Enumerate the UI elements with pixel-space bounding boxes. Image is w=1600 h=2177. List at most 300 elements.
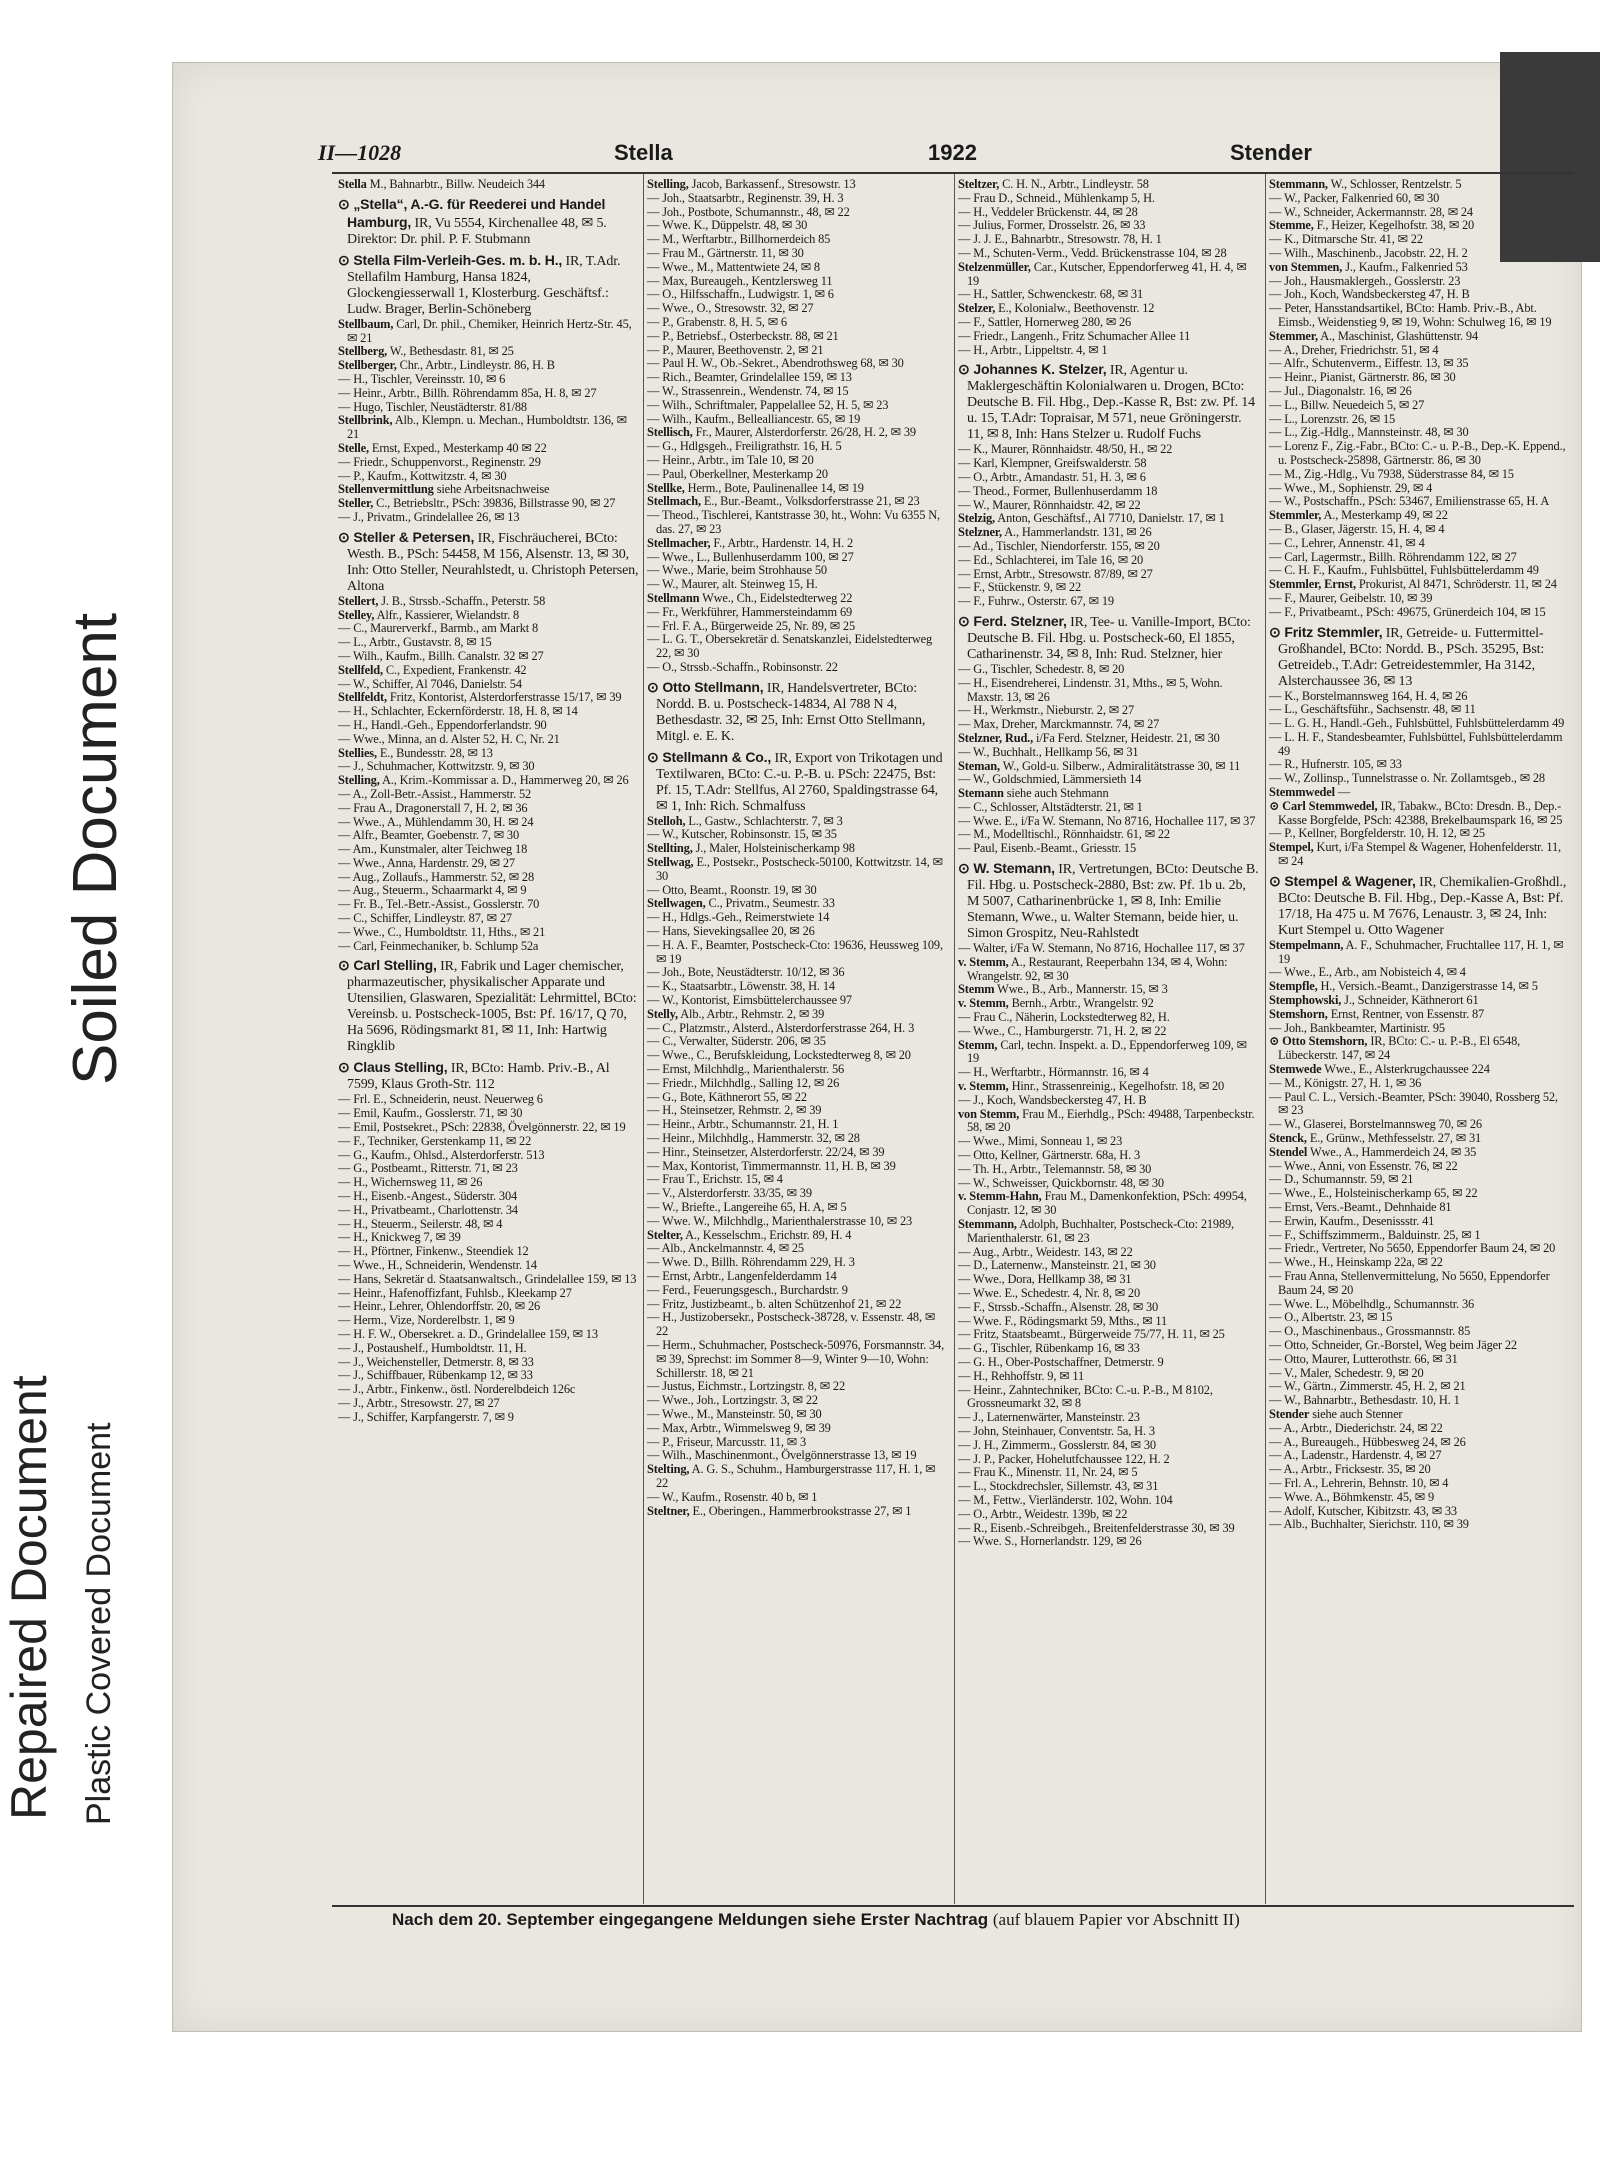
directory-entry xyxy=(1269,482,1571,496)
entry-text: — Friedr., Langenh., Fritz Schumacher Allee 11 xyxy=(958,328,1191,343)
entry-text: Wwe., A., Hammerdeich 24, ✉ 35 xyxy=(1309,1144,1477,1159)
entry-text: — H., Privatbeamt., Charlottenstr. 34 xyxy=(338,1202,518,1217)
entry-text: — Otto, Beamt., Roonstr. 19, ✉ 30 xyxy=(647,882,817,897)
entry-text: — Jul., Diagonalstr. 16, ✉ 26 xyxy=(1269,383,1412,398)
entry-text: Car., Kutscher, Eppendorferweg 41, H. 4, ✉ 19 xyxy=(967,259,1247,288)
directory-entry xyxy=(1269,994,1571,1008)
entry-text: IR, BCto: Hamb. Priv.-B., Al 7599, Klaus Groth-Str. 112 xyxy=(347,1061,610,1093)
directory-entry xyxy=(1269,1353,1571,1367)
entry-text: A., Krim.-Kommissar a. D., Hammerweg 20, ✉ 26 xyxy=(381,773,629,788)
entry-text: — P., Friseur, Marcusstr. 11, ✉ 3 xyxy=(647,1434,807,1449)
directory-entry xyxy=(647,413,949,427)
directory-entry xyxy=(647,454,949,468)
entry-name: v. Stemm, xyxy=(958,996,1009,1011)
directory-entry xyxy=(958,1301,1260,1315)
directory-entry xyxy=(958,1080,1260,1094)
entry-text: — W., Maurer, Rönnhaidstr. 42, ✉ 22 xyxy=(958,497,1141,512)
entry-text: — F., Techniker, Gerstenkamp 11, ✉ 22 xyxy=(338,1133,532,1148)
directory-entry xyxy=(1269,247,1571,261)
entry-text: — D., Laternenw., Mansteinstr. 21, ✉ 30 xyxy=(958,1258,1156,1273)
entry-text: — xyxy=(1337,785,1351,800)
entry-text: A., Maschinist, Glashüttenstr. 94 xyxy=(1320,328,1479,343)
entry-text: — W., Bahnarbtr., Bethesdastr. 10, H. 1 xyxy=(1269,1393,1460,1408)
entry-name: Stelling, xyxy=(647,178,689,191)
directory-entry xyxy=(958,613,1260,663)
entry-text: — J., Schuhmacher, Kottwitzstr. 9, ✉ 30 xyxy=(338,759,535,774)
entry-text: — Friedr., Milchhdlg., Salling 12, ✉ 26 xyxy=(647,1075,840,1090)
entry-text: Fr., Maurer, Alsterdorferstr. 26/28, H. 2, ✉ 39 xyxy=(695,425,916,440)
directory-entry xyxy=(647,1311,949,1339)
directory-entry xyxy=(647,1173,949,1187)
entry-text: — Theod., Tischlerei, Kantstrasse 30, ht., Wohn: Vu 6355 N, das. 27, ✉ 23 xyxy=(647,508,940,536)
entry-text: — W., Briefte., Langereihe 65, H. A, ✉ 5 xyxy=(647,1200,847,1214)
directory-entry xyxy=(1269,192,1571,206)
entry-name: ⊙ Carl Stemmwedel, xyxy=(1269,798,1378,813)
directory-entry xyxy=(647,925,949,939)
directory-entry xyxy=(1269,440,1571,468)
entry-name: ⊙ Stempel & Wagener, xyxy=(1269,872,1416,889)
entry-text: — K., Borstelmannsweg 164, H. 4, ✉ 26 xyxy=(1269,688,1468,703)
directory-entry xyxy=(338,497,640,511)
entry-text: — Max, Arbtr., Wimmelsweg 9, ✉ 39 xyxy=(647,1420,831,1435)
directory-entry xyxy=(647,842,949,856)
entry-text: — Frl. E., Schneiderin, neust. Neuerweg 6 xyxy=(338,1092,543,1107)
entry-text: — G., Kaufm., Ohlsd., Alsterdorferstr. 513 xyxy=(338,1147,545,1162)
directory-entry xyxy=(338,1411,640,1425)
entry-text: — Wilh., Kaufm., Billh. Canalstr. 32 ✉ 27 xyxy=(338,648,544,663)
directory-entry xyxy=(1269,717,1571,731)
entry-text: — J., Privatm., Grindelallee 26, ✉ 13 xyxy=(338,509,520,524)
entry-name: Stelloh, xyxy=(647,813,686,828)
entry-text: — Frl. F. A., Bürgerweide 25, Nr. 89, ✉ 25 xyxy=(647,618,855,633)
entry-text: IR, Tee- u. Vanille-Import, BCto: Deutsche B. Fil. Hbg. u. Postscheck-60, El 1855, Catharinenstr. 34, ✉ 8, Inh: Rud. Stelzner, hier xyxy=(967,614,1251,662)
directory-entry xyxy=(647,371,949,385)
header-rule xyxy=(332,172,1574,174)
entry-text: IR, T.Adr. Stellafilm Hamburg, Hansa 1824, Glockengiesserwall 1, Klosterburg. Geschäftsf.: Ludw. Brager, Berlin-Schöneberg xyxy=(347,253,621,317)
entry-text: — L., Stockdrechsler, Sillemstr. 43, ✉ 31 xyxy=(958,1479,1159,1494)
directory-entry xyxy=(958,178,1260,192)
entry-text: — Wwe. F., Rödingsmarkt 59, Mths., ✉ 11 xyxy=(958,1313,1168,1328)
entry-text: — Wwe., Mimi, Sonneau 1, ✉ 23 xyxy=(958,1134,1123,1149)
entry-text: — Alfr., Beamter, Goebenstr. 7, ✉ 30 xyxy=(338,828,520,843)
entry-text: — J., Schiffbauer, Rübenkamp 12, ✉ 33 xyxy=(338,1368,533,1383)
directory-entry xyxy=(958,815,1260,829)
directory-entry xyxy=(958,801,1260,815)
entry-text: C., Betriebsltr., PSch: 39836, Billstrasse 90, ✉ 27 xyxy=(376,496,616,511)
entry-text: — C., Verwalter, Süderstr. 206, ✉ 35 xyxy=(647,1034,826,1049)
entry-text: L., Gastw., Schlachterstr. 7, ✉ 3 xyxy=(688,813,843,828)
directory-entry xyxy=(647,482,949,496)
entry-text: — Wwe., E., Arb., am Nobisteich 4, ✉ 4 xyxy=(1269,965,1466,980)
entry-text: — Wwe. D., Billh. Röhrendamm 229, H. 3 xyxy=(647,1255,855,1270)
directory-entry xyxy=(338,1059,640,1093)
entry-text: — Alb., Buchhalter, Sierichstr. 110, ✉ 39 xyxy=(1269,1517,1469,1532)
entry-text: — F., Maurer, Geibelstr. 10, ✉ 39 xyxy=(1269,590,1433,605)
entry-text: — Wwe., Anna, Hardenstr. 29, ✉ 27 xyxy=(338,855,515,870)
directory-entry xyxy=(338,456,640,470)
directory-entry xyxy=(647,994,949,1008)
directory-entry xyxy=(338,636,640,650)
entry-text: — W., Maurer, alt. Steinweg 15, H. xyxy=(647,577,818,592)
entry-text: — F., Stückenstr. 9, ✉ 22 xyxy=(958,580,1082,595)
entry-text: — Joh., Bankbeamter, Martinistr. 95 xyxy=(1269,1020,1445,1035)
directory-entry xyxy=(338,1204,640,1218)
directory-entry xyxy=(958,1011,1260,1025)
directory-entry xyxy=(647,1339,949,1380)
entry-name: v. Stemm, xyxy=(958,1079,1009,1094)
entry-text: H., Versich.-Beamt., Danzigerstrasse 14, ✉ 5 xyxy=(1320,979,1538,994)
directory-entry xyxy=(338,857,640,871)
directory-entry xyxy=(338,470,640,484)
column-divider xyxy=(954,174,955,1904)
entry-name: Stemphowski, xyxy=(1269,993,1342,1008)
entry-text: J., Schneider, Käthnerort 61 xyxy=(1344,993,1479,1008)
entry-text: — H., Werftarbtr., Hörmannstr. 16, ✉ 4 xyxy=(958,1065,1149,1080)
directory-entry xyxy=(1269,1394,1571,1408)
entry-name: Stella xyxy=(338,178,367,191)
directory-entry xyxy=(647,357,949,371)
entry-text: — Joh., Staatsarbtr., Reginenstr. 39, H. 3 xyxy=(647,190,844,205)
entry-text: Jacob, Barkassenf., Stresowstr. 13 xyxy=(691,178,856,191)
entry-text: — K., Ditmarsche Str. 41, ✉ 22 xyxy=(1269,232,1423,247)
entry-text: — P., Grabenstr. 8, H. 5, ✉ 6 xyxy=(647,314,787,329)
entry-text: E., Grünw., Methfesselstr. 27, ✉ 31 xyxy=(1309,1131,1482,1146)
entry-text: — Friedr., Schuppenvorst., Reginenstr. 29 xyxy=(338,454,541,469)
directory-entry xyxy=(338,609,640,623)
entry-text: — W., Kontorist, Eimsbüttelerchaussee 97 xyxy=(647,993,852,1008)
entry-text: — J., Postaushelf., Humboldtstr. 11, H. xyxy=(338,1340,527,1355)
directory-entry xyxy=(958,288,1260,302)
directory-entry xyxy=(1269,1380,1571,1394)
entry-text: — H., Pförtner, Finkenw., Steendiek 12 xyxy=(338,1244,529,1259)
directory-entry xyxy=(1269,1270,1571,1298)
entry-text: — H. F. W., Obersekret. a. D., Grindelallee 159, ✉ 13 xyxy=(338,1327,598,1342)
directory-entry xyxy=(647,495,949,509)
entry-text: — Fritz, Staatsbeamt., Bürgerweide 75/77, H. 11, ✉ 25 xyxy=(958,1327,1225,1342)
directory-entry xyxy=(1269,1367,1571,1381)
entry-text: — A., Dreher, Friedrichstr. 51, ✉ 4 xyxy=(1269,342,1439,357)
entry-text: Alfr., Kassierer, Wielandstr. 8 xyxy=(376,607,520,622)
entry-name: Stelzner, xyxy=(958,525,1002,540)
directory-entry xyxy=(338,414,640,442)
header-year: 1922 xyxy=(928,140,977,165)
entry-text: Wwe., Ch., Eidelstedterweg 22 xyxy=(702,590,853,605)
directory-entry xyxy=(1269,1187,1571,1201)
entry-text: — Theod., Former, Bullenhuserdamm 18 xyxy=(958,483,1158,498)
directory-column-4 xyxy=(1269,178,1571,1902)
directory-entry xyxy=(958,219,1260,233)
directory-entry xyxy=(958,860,1260,942)
entry-text: — M., Modelltischl., Rönnhaidstr. 61, ✉ 22 xyxy=(958,827,1170,842)
directory-entry xyxy=(338,529,640,595)
entry-name: Stelley, xyxy=(338,607,375,622)
entry-text: — Wwe., M., Sophienstr. 29, ✉ 4 xyxy=(1269,480,1433,495)
entry-text: — Wwe., Anni, von Essenstr. 76, ✉ 22 xyxy=(1269,1158,1458,1173)
directory-entry xyxy=(1269,178,1571,192)
directory-entry xyxy=(338,483,640,497)
footer-note: (auf blauem Papier vor Abschnitt II) xyxy=(992,1910,1240,1929)
entry-name: Stemmler, xyxy=(1269,508,1322,523)
directory-entry xyxy=(958,842,1260,856)
directory-entry xyxy=(338,774,640,788)
entry-text: — O., Albertstr. 23, ✉ 15 xyxy=(1269,1310,1393,1325)
directory-entry xyxy=(338,387,640,401)
footer-rule xyxy=(332,1905,1574,1907)
directory-entry xyxy=(338,1107,640,1121)
entry-text: — Wwe., A., Mühlendamm 30, H. ✉ 24 xyxy=(338,814,534,829)
entry-name: Stelter, xyxy=(647,1227,683,1242)
directory-entry xyxy=(1269,1491,1571,1505)
entry-text: — Fritz, Justizbeamt., b. alten Schützenhof 21, ✉ 22 xyxy=(647,1296,902,1311)
entry-text: — Frl. A., Lehrerin, Behnstr. 10, ✉ 4 xyxy=(1269,1475,1449,1490)
entry-text: — J., Schiffer, Karpfangerstr. 7, ✉ 9 xyxy=(338,1409,514,1424)
footer-notice xyxy=(392,1910,1552,1930)
entry-text: Alb., Klempn. u. Mechan., Humboldtstr. 136, ✉ 21 xyxy=(347,413,627,442)
directory-entry xyxy=(647,897,949,911)
entry-name: Stemme, xyxy=(1269,218,1314,233)
entry-text: — Frau Anna, Stellenvermittelung, No 5650, Eppendorfer Baum 24, ✉ 20 xyxy=(1269,1268,1550,1297)
entry-text: — M., Königstr. 27, H. 1, ✉ 36 xyxy=(1269,1075,1422,1090)
directory-entry xyxy=(1269,206,1571,220)
directory-entry xyxy=(1269,578,1571,592)
directory-entry xyxy=(1269,1201,1571,1215)
entry-text: — O., Arbtr., Weidestr. 139b, ✉ 22 xyxy=(958,1506,1128,1521)
entry-text: — H., Steuerm., Seilerstr. 48, ✉ 4 xyxy=(338,1216,503,1231)
entry-text: — Wwe., Marie, beim Strohhause 50 xyxy=(647,563,827,578)
directory-entry xyxy=(338,912,640,926)
directory-entry xyxy=(338,1149,640,1163)
directory-entry xyxy=(647,399,949,413)
entry-name: Stellke, xyxy=(647,480,685,495)
directory-entry xyxy=(338,595,640,609)
directory-entry xyxy=(647,1215,949,1229)
directory-entry xyxy=(647,1035,949,1049)
entry-text: — Emil, Kaufm., Gosslerstr. 71, ✉ 30 xyxy=(338,1106,523,1121)
entry-name: Stelzner, Rud., xyxy=(958,730,1034,745)
header-last-name: Stender xyxy=(1230,140,1312,165)
entry-text: IR, Tabakw., BCto: Dresdn. B., Dep.-Kasse Borgfelde, PSch: 42388, Brekelbaumspark 16, ✉ 25 xyxy=(1278,798,1563,827)
entry-text: — V., Alsterdorferstr. 33/35, ✉ 39 xyxy=(647,1186,812,1201)
entry-text: i/Fa Ferd. Stelzner, Heidestr. 21, ✉ 30 xyxy=(1036,730,1220,745)
directory-entry xyxy=(1269,1505,1571,1519)
directory-entry xyxy=(338,1218,640,1232)
entry-text: — W., Kutscher, Robinsonstr. 15, ✉ 35 xyxy=(647,827,837,842)
directory-entry xyxy=(647,1256,949,1270)
directory-entry xyxy=(338,1259,640,1273)
directory-entry xyxy=(958,663,1260,677)
directory-entry xyxy=(647,749,949,815)
entry-text: — Wwe., H., Heinskamp 22a, ✉ 22 xyxy=(1269,1255,1443,1270)
entry-text: IR, Fabrik und Lager chemischer, pharmazeutischer, physikalischer Apparate und Utensilien, Glaswaren, Spezialität: Lehrmittel, BCto: Vereinsb. u. Postscheck-1005, Bst: Pf. 16/17, Q 70, Ha 5696, Rödingsmarkt 81, ✉ 11, Inh: Hartwig Ringklib xyxy=(347,959,637,1055)
soiled-document-stamp: Soiled Document xyxy=(61,612,130,1085)
entry-text: A., Restaurant, Reeperbahn 134, ✉ 4, Wohn: Wrangelstr. 92, ✉ 30 xyxy=(967,954,1228,983)
entry-text: — Paul H. W., Ob.-Sekret., Abendrothsweg 68, ✉ 30 xyxy=(647,356,904,371)
directory-entry xyxy=(1269,1436,1571,1450)
directory-entry xyxy=(1269,551,1571,565)
directory-entry xyxy=(647,578,949,592)
entry-text: — Ferd., Feuerungsgesch., Burchardstr. 9 xyxy=(647,1282,848,1297)
directory-entry xyxy=(338,1328,640,1342)
entry-text: — Hinr., Steinsetzer, Alsterdorferstr. 22/24, ✉ 39 xyxy=(647,1144,885,1159)
directory-entry xyxy=(647,509,949,537)
entry-text: — Hans, Sekretär d. Staatsanwaltsch., Grindelallee 159, ✉ 13 xyxy=(338,1271,637,1286)
entry-name: Stellbrink, xyxy=(338,413,393,428)
directory-entry xyxy=(647,564,949,578)
entry-name: Stelle, xyxy=(338,440,369,455)
directory-entry xyxy=(338,705,640,719)
entry-name: Stellfeld, xyxy=(338,662,383,677)
entry-name: Stemann xyxy=(958,786,1004,801)
entry-text: — G., Postbeamt., Ritterstr. 71, ✉ 23 xyxy=(338,1161,518,1176)
entry-text: — Hugo, Tischler, Neustädterstr. 81/88 xyxy=(338,399,527,414)
entry-text: Frau M., Damenkonfektion, PSch: 49954, Conjastr. 12, ✉ 30 xyxy=(967,1189,1247,1218)
entry-name: Steman, xyxy=(958,758,1000,773)
entry-text: — F., Sattler, Hornerweg 280, ✉ 26 xyxy=(958,314,1132,329)
entry-text: — Max, Bureaugeh., Kentzlersweg 11 xyxy=(647,273,833,288)
entry-text: — Alfr., Schutenverm., Eiffestr. 13, ✉ 35 xyxy=(1269,356,1469,371)
directory-entry xyxy=(1269,261,1571,275)
entry-text: — A., Zoll-Betr.-Assist., Hammerstr. 52 xyxy=(338,786,532,801)
directory-entry xyxy=(647,1132,949,1146)
directory-entry xyxy=(1269,468,1571,482)
directory-entry xyxy=(958,1535,1260,1549)
directory-entry xyxy=(647,192,949,206)
entry-text: — A., Bureaugeh., Hübbesweg 24, ✉ 26 xyxy=(1269,1434,1466,1449)
entry-text: — Fr. B., Tel.-Betr.-Assist., Gosslerstr. 70 xyxy=(338,897,540,912)
directory-entry xyxy=(958,1149,1260,1163)
entry-text: — G., Tischler, Schedestr. 8, ✉ 20 xyxy=(958,661,1125,676)
directory-entry xyxy=(338,622,640,636)
directory-entry xyxy=(338,1093,640,1107)
directory-entry xyxy=(958,1259,1260,1273)
entry-text: — Hans, Sievekingsallee 20, ✉ 26 xyxy=(647,924,815,939)
entry-name: v. Stemm, xyxy=(958,954,1009,969)
directory-entry xyxy=(647,1118,949,1132)
entry-name: ⊙ Stellmann & Co., xyxy=(647,748,772,765)
directory-entry xyxy=(958,704,1260,718)
entry-text: — Wilh., Maschinenmont., Övelgönnerstrasse 13, ✉ 19 xyxy=(647,1448,917,1463)
entry-name: Stelzenmüller, xyxy=(958,259,1031,274)
entry-text: — F., Privatbeamt., PSch: 49675, Grünerdeich 104, ✉ 15 xyxy=(1269,604,1546,619)
directory-entry xyxy=(958,471,1260,485)
entry-name: ⊙ Fritz Stemmler, xyxy=(1269,623,1383,640)
entry-text: — Wwe., H., Schneiderin, Wendenstr. 14 xyxy=(338,1258,537,1273)
entry-text: — Emil, Postsekret., PSch: 22838, Övelgönnerstr. 22, ✉ 19 xyxy=(338,1120,626,1135)
directory-entry xyxy=(958,1135,1260,1149)
directory-entry xyxy=(1269,1022,1571,1036)
entry-text: — H., Rehhoffstr. 9, ✉ 11 xyxy=(958,1368,1085,1383)
entry-text: — Wwe. E., i/Fa W. Stemann, No 8716, Hochallee 117, ✉ 37 xyxy=(958,813,1256,828)
directory-entry xyxy=(1269,690,1571,704)
directory-entry xyxy=(1269,1229,1571,1243)
entry-text: — M., Schuten-Verm., Vedd. Brückenstrasse 104, ✉ 28 xyxy=(958,245,1227,260)
entry-text: Chr., Arbtr., Lindleystr. 86, H. B xyxy=(399,358,555,373)
directory-entry xyxy=(1269,1463,1571,1477)
directory-entry xyxy=(958,526,1260,540)
directory-entry xyxy=(958,1384,1260,1412)
entry-text: — A., Ladenstr., Hardenstr. 4, ✉ 27 xyxy=(1269,1448,1442,1463)
directory-entry xyxy=(958,1328,1260,1342)
directory-entry xyxy=(1269,523,1571,537)
directory-entry xyxy=(1269,1091,1571,1119)
entry-name: Stemmann, xyxy=(958,1217,1017,1232)
entry-text: — Wwe., Joh., Lortzingstr. 3, ✉ 22 xyxy=(647,1393,818,1408)
entry-text: — G. H., Ober-Postschaffner, Detmerstr. 9 xyxy=(958,1354,1164,1369)
directory-entry xyxy=(647,426,949,440)
entry-text: — Frau M., Gärtnerstr. 11, ✉ 30 xyxy=(647,245,804,260)
directory-entry xyxy=(647,219,949,233)
directory-entry xyxy=(647,385,949,399)
entry-text: — F., Fuhrw., Osterstr. 67, ✉ 19 xyxy=(958,594,1114,609)
directory-entry xyxy=(647,884,949,898)
entry-text: — Ad., Tischler, Niendorferstr. 155, ✉ 20 xyxy=(958,538,1160,553)
entry-text: — L. G. H., Handl.-Geh., Fuhlsbüttel, Fuhlsbüttelerdamm 49 xyxy=(1269,716,1565,731)
directory-entry xyxy=(1269,1256,1571,1270)
entry-text: E., Kolonialw., Beethovenstr. 12 xyxy=(998,301,1155,316)
directory-entry xyxy=(647,1201,949,1215)
directory-column-1 xyxy=(338,178,640,1902)
entry-text: — Otto, Schneider, Gr.-Borstel, Weg beim Jäger 22 xyxy=(1269,1337,1517,1352)
entry-text: — Otto, Kellner, Gärtnerstr. 68a, H. 3 xyxy=(958,1148,1141,1163)
entry-text: — W., Glaserei, Borstelmannsweg 70, ✉ 26 xyxy=(1269,1117,1482,1132)
entry-text: J., Kaufm., Falkenried 53 xyxy=(1345,259,1468,274)
directory-entry xyxy=(647,1160,949,1174)
directory-entry xyxy=(647,1146,949,1160)
directory-entry xyxy=(958,581,1260,595)
entry-text: — H., Knickweg 7, ✉ 39 xyxy=(338,1230,461,1245)
entry-name: Stellwag, xyxy=(647,855,694,870)
directory-entry xyxy=(338,196,640,248)
directory-entry xyxy=(1269,413,1571,427)
entry-text: A., Mesterkamp 49, ✉ 22 xyxy=(1323,508,1448,523)
entry-text: — D., Schumannstr. 59, ✉ 21 xyxy=(1269,1172,1414,1187)
directory-entry xyxy=(647,1422,949,1436)
directory-entry xyxy=(338,1190,640,1204)
directory-entry xyxy=(958,457,1260,471)
running-header xyxy=(318,140,1584,170)
entry-name: Stelzer, xyxy=(958,301,996,316)
entry-text: E., Oberingen., Hammerbrookstrasse 27, ✉ 1 xyxy=(692,1503,912,1518)
entry-text: — Paul, Eisenb.-Beamt., Griesstr. 15 xyxy=(958,841,1137,856)
directory-entry xyxy=(958,677,1260,705)
directory-entry xyxy=(958,1094,1260,1108)
directory-entry xyxy=(647,233,949,247)
directory-entry xyxy=(647,1242,949,1256)
directory-entry xyxy=(958,1439,1260,1453)
directory-entry xyxy=(338,1176,640,1190)
entry-text: — G., Bote, Käthnerort 55, ✉ 22 xyxy=(647,1089,807,1104)
directory-entry xyxy=(338,511,640,525)
directory-column-2 xyxy=(647,178,949,1902)
entry-text: — W., Buchhalt., Hellkamp 56, ✉ 31 xyxy=(958,744,1139,759)
directory-entry xyxy=(338,401,640,415)
entry-text: — L., Billw. Neuedeich 5, ✉ 27 xyxy=(1269,397,1425,412)
entry-text: — P., Betriebsf., Osterbeckstr. 88, ✉ 21 xyxy=(647,328,839,343)
entry-text: — Aug., Arbtr., Weidestr. 143, ✉ 22 xyxy=(958,1244,1133,1259)
entry-name: Stellberg, xyxy=(338,344,388,359)
entry-text: — Frau K., Minenstr. 11, Nr. 24, ✉ 5 xyxy=(958,1465,1138,1480)
directory-entry xyxy=(338,802,640,816)
directory-entry xyxy=(338,1300,640,1314)
directory-entry xyxy=(338,664,640,678)
entry-name: von Stemm, xyxy=(958,1106,1020,1121)
entry-text: — H., Tischler, Vereinsstr. 10, ✉ 6 xyxy=(338,371,506,386)
entry-text: — Wwe., C., Berufskleidung, Lockstedterweg 8, ✉ 20 xyxy=(647,1048,911,1063)
entry-text: — H., Veddeler Brückenstr. 44, ✉ 28 xyxy=(958,204,1138,219)
directory-entry xyxy=(958,1039,1260,1067)
entry-text: — Frau A., Dragonerstall 7, H. 2, ✉ 36 xyxy=(338,800,528,815)
entry-text: — Julius, Former, Drosselstr. 26, ✉ 33 xyxy=(958,218,1146,233)
